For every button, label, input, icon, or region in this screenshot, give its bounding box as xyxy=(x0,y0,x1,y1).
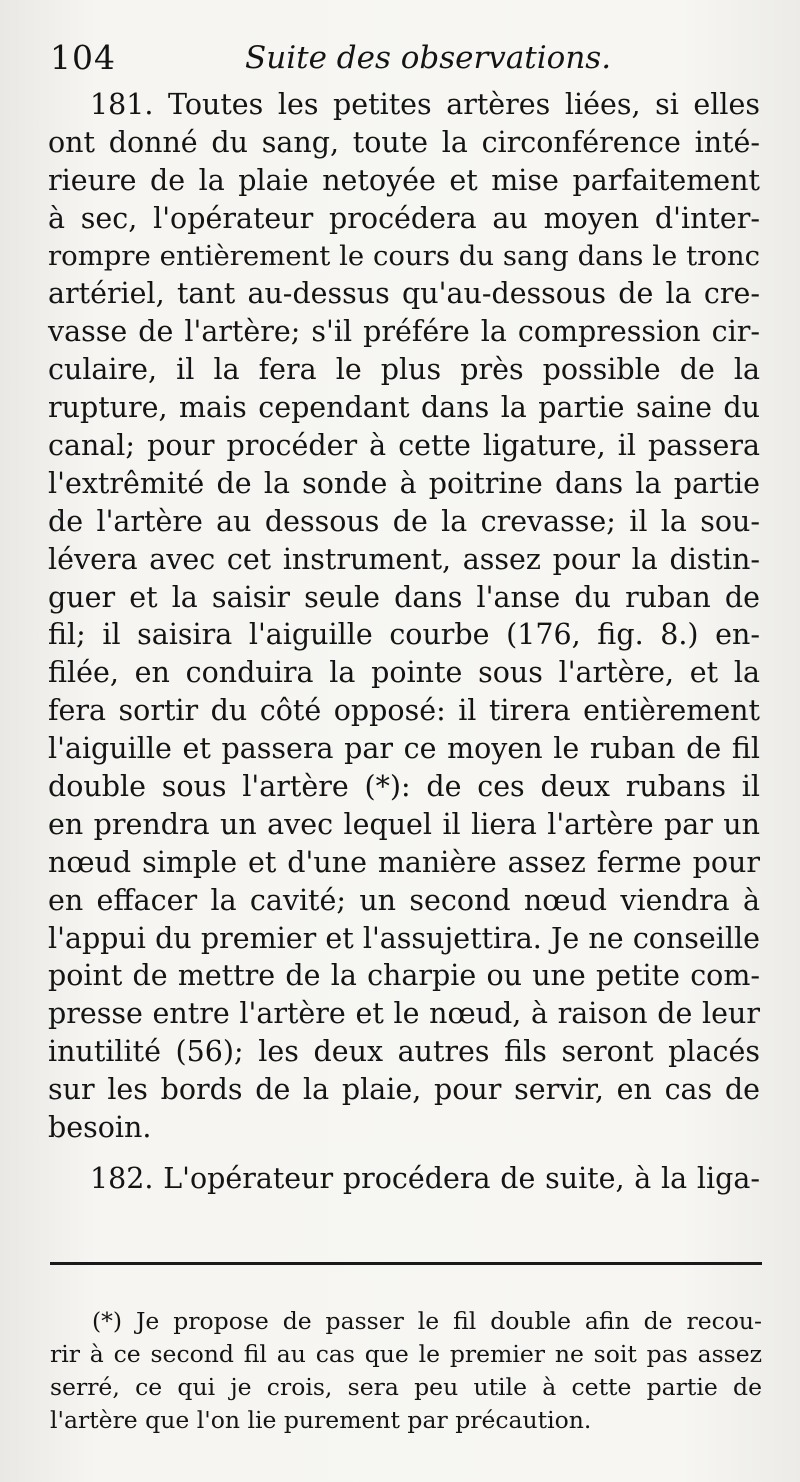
text-line: point de mettre de la charpie ou une petite com- xyxy=(48,959,760,993)
text-line: artériel, tant au-dessus qu'au-dessous de la cre- xyxy=(48,277,760,311)
page-number: 104 xyxy=(50,38,116,77)
footnote xyxy=(50,1305,762,1437)
text-line: rompre entièrement le cours du sang dans le tronc xyxy=(48,239,760,272)
text-line: l'extrêmité de la sonde à poitrine dans la partie xyxy=(48,466,760,500)
text-line: ont donné du sang, toute la circonférence inté- xyxy=(48,125,760,159)
text-line: besoin. xyxy=(48,1111,152,1145)
text-line: culaire, il la fera le plus près possible de la xyxy=(48,353,760,387)
footnote-line: serré, ce qui je crois, sera peu utile à cette partie de xyxy=(50,1373,762,1401)
footnote-line: rir à ce second fil au cas que le premier ne soit pas assez xyxy=(50,1340,762,1368)
text-line: l'aiguille et passera par ce moyen le ruban de fil xyxy=(48,732,760,766)
text-line: lévera avec cet instrument, assez pour la distin- xyxy=(48,542,760,576)
text-line: inutilité (56); les deux autres fils seront placés xyxy=(48,1035,760,1069)
text-line: sur les bords de la plaie, pour servir, en cas de xyxy=(48,1073,760,1107)
footnote-line: (*) Je propose de passer le fil double afin de recou- xyxy=(92,1307,762,1335)
text-line: vasse de l'artère; s'il préfére la compression cir- xyxy=(48,315,760,349)
text-line: à sec, l'opérateur procédera au moyen d'inter- xyxy=(48,201,760,235)
text-line: canal; pour procéder à cette ligature, il passera xyxy=(48,429,760,463)
text-line: rieure de la plaie netoyée et mise parfaitement xyxy=(48,163,760,197)
running-head: Suite des observations. xyxy=(245,40,612,76)
footnote-line: l'artère que l'on lie purement par précaution. xyxy=(50,1406,592,1434)
footnote-rule xyxy=(50,1262,762,1265)
text-line: de l'artère au dessous de la crevasse; il la sou- xyxy=(48,504,760,538)
text-line: l'appui du premier et l'assujettira. Je ne conseille xyxy=(48,921,760,955)
text-line: en effacer la cavité; un second nœud viendra à xyxy=(48,883,760,917)
text-line: 181. Toutes les petites artères liées, si elles xyxy=(90,88,760,121)
page-header xyxy=(50,38,750,88)
text-line: rupture, mais cependant dans la partie saine du xyxy=(48,391,760,425)
text-line: 182. L'opérateur procédera de suite, à la liga- xyxy=(90,1161,760,1195)
text-line: double sous l'artère (*): de ces deux rubans il xyxy=(48,770,760,804)
text-line: fera sortir du côté opposé: il tirera entièrement xyxy=(48,694,760,728)
body-text xyxy=(48,86,760,1205)
text-line: en prendra un avec lequel il liera l'artère par un xyxy=(48,807,760,841)
text-line: fil; il saisira l'aiguille courbe (176, fig. 8.) en- xyxy=(48,618,760,652)
text-line: nœud simple et d'une manière assez ferme pour xyxy=(48,845,760,879)
text-line: presse entre l'artère et le nœud, à raison de leur xyxy=(48,997,760,1031)
text-line: guer et la saisir seule dans l'anse du ruban de xyxy=(48,580,760,614)
text-line: filée, en conduira la pointe sous l'artère, et la xyxy=(48,656,760,690)
